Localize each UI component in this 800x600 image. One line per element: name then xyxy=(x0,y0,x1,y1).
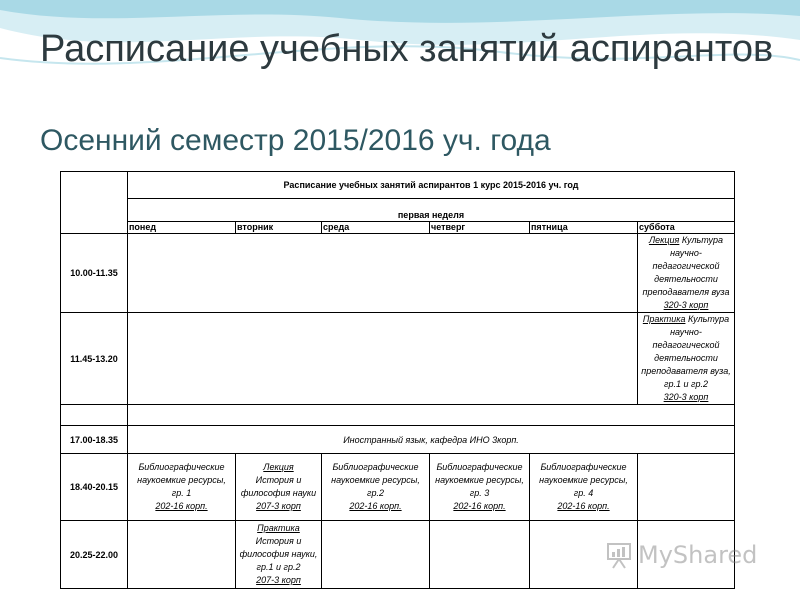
class-room: 207-3 корп xyxy=(256,575,301,585)
empty-cell xyxy=(430,521,530,589)
slide-title: Расписание учебных занятий аспирантов xyxy=(40,28,774,70)
corner-cell xyxy=(61,172,128,234)
class-room: 202-16 корп. xyxy=(349,501,402,511)
class-subject: История и философия науки, гр.1 и гр.2 xyxy=(239,536,318,572)
class-kind: Практика xyxy=(257,523,300,533)
schedule-table xyxy=(60,171,735,589)
day-header-sat: суббота xyxy=(638,222,735,234)
time-slot-2: 11.45-13.20 xyxy=(61,313,128,405)
tuesday-evening-cell xyxy=(236,454,322,521)
class-kind: Лекция xyxy=(263,462,294,472)
time-slot-1: 10.00-11.35 xyxy=(61,234,128,313)
presentation-board-icon xyxy=(606,541,632,569)
friday-evening-cell xyxy=(530,454,638,521)
thursday-evening-cell xyxy=(430,454,530,521)
saturday-lecture-cell xyxy=(638,234,735,313)
class-room: 202-16 корп. xyxy=(453,501,506,511)
time-slot-4: 18.40-20.15 xyxy=(61,454,128,521)
class-subject: Библиографические наукоемкие ресурсы, гр. 3 xyxy=(435,462,524,498)
empty-cell xyxy=(128,521,236,589)
class-room: 320-3 корп xyxy=(663,300,709,310)
day-header-fri: пятница xyxy=(530,222,638,234)
class-subject: Библиографические наукоемкие ресурсы, гр. 1 xyxy=(137,462,226,498)
class-room: 202-16 корп. xyxy=(557,501,610,511)
class-kind: Лекция xyxy=(648,235,680,245)
class-room: 320-3 корп xyxy=(663,392,709,402)
class-subject: Культура научно-педагогической деятельности преподавателя вуза xyxy=(642,235,730,297)
time-slot-5: 20.25-22.00 xyxy=(61,521,128,589)
class-subject: Культура научно-педагогической деятельности преподавателя вуза, гр.1 и гр.2 xyxy=(641,314,731,389)
class-room: 202-16 корп. xyxy=(155,501,208,511)
empty-cell xyxy=(638,454,735,521)
day-header-mon: понед xyxy=(128,222,236,234)
wednesday-evening-cell xyxy=(322,454,430,521)
class-kind: Практика xyxy=(642,314,686,324)
tuesday-late-cell xyxy=(236,521,322,589)
empty-cell xyxy=(128,313,638,405)
class-room: 207-3 корп xyxy=(256,501,301,511)
empty-cell xyxy=(61,405,128,426)
day-header-thu: четверг xyxy=(430,222,530,234)
class-subject: Библиографические наукоемкие ресурсы, гр. 4 xyxy=(539,462,628,498)
empty-cell xyxy=(128,234,638,313)
week-label: первая неделя xyxy=(128,199,735,222)
schedule-title: Расписание учебных занятий аспирантов 1 курс 2015-2016 уч. год xyxy=(128,172,735,199)
foreign-language-cell: Иностранный язык, кафедра ИНО 3корп. xyxy=(128,426,735,454)
class-subject: Библиографические наукоемкие ресурсы, гр.2 xyxy=(331,462,420,498)
day-header-tue: вторник xyxy=(236,222,322,234)
day-header-wed: среда xyxy=(322,222,430,234)
time-slot-3: 17.00-18.35 xyxy=(61,426,128,454)
watermark-text: MyShared xyxy=(638,541,758,569)
watermark xyxy=(606,538,766,572)
class-subject: История и философия науки xyxy=(240,475,317,498)
slide-subtitle: Осенний семестр 2015/2016 уч. года xyxy=(40,124,551,157)
saturday-practice-cell xyxy=(638,313,735,405)
monday-evening-cell xyxy=(128,454,236,521)
empty-cell xyxy=(128,405,735,426)
empty-cell xyxy=(322,521,430,589)
